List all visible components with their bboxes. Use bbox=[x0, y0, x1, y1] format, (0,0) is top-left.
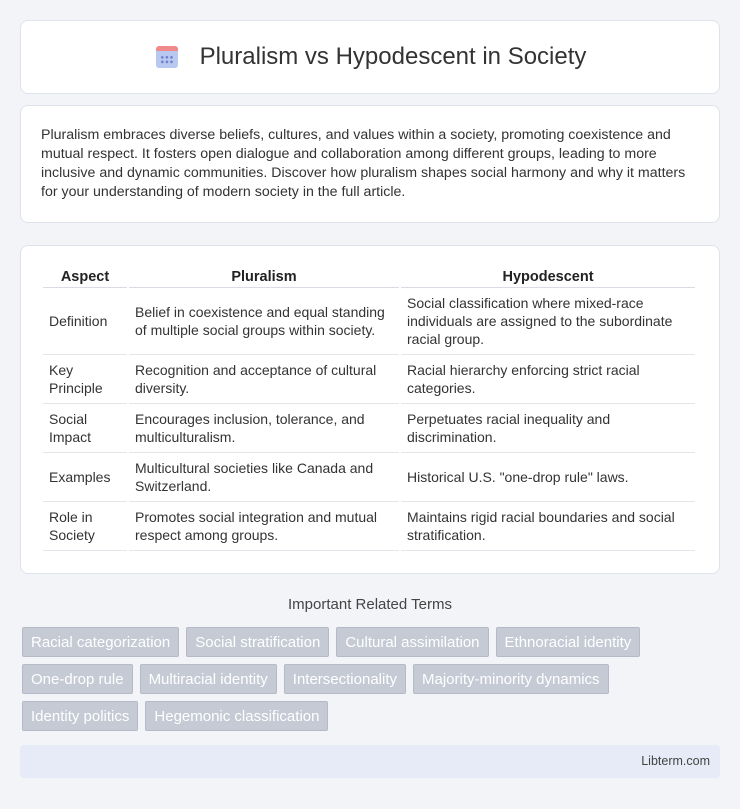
aspect-cell: Role in Society bbox=[43, 502, 127, 551]
title-wrap bbox=[154, 43, 587, 71]
related-term-tag[interactable]: Ethnoracial identity bbox=[496, 627, 641, 657]
related-term-tag[interactable]: One-drop rule bbox=[22, 664, 133, 694]
hypodescent-cell: Perpetuates racial inequality and discrimination. bbox=[401, 404, 695, 453]
related-terms-title: Important Related Terms bbox=[288, 596, 452, 613]
hypodescent-cell: Social classification where mixed-race individuals are assigned to the subordinate racial group. bbox=[401, 288, 695, 355]
page-title: Pluralism vs Hypodescent in Society bbox=[199, 43, 587, 70]
table-row bbox=[43, 355, 695, 404]
hypodescent-cell: Historical U.S. "one-drop rule" laws. bbox=[401, 453, 695, 502]
hypodescent-cell: Maintains rigid racial boundaries and social stratification. bbox=[401, 502, 695, 551]
pluralism-cell: Encourages inclusion, tolerance, and multiculturalism. bbox=[129, 404, 399, 453]
pluralism-cell: Multicultural societies like Canada and Switzerland. bbox=[129, 453, 399, 502]
calendar-icon bbox=[154, 44, 180, 70]
aspect-cell: Key Principle bbox=[43, 355, 127, 404]
header-card bbox=[20, 20, 720, 94]
table-row bbox=[43, 404, 695, 453]
intro-card bbox=[20, 105, 720, 223]
comparison-table bbox=[41, 264, 697, 551]
pluralism-cell: Belief in coexistence and equal standing of multiple social groups within society. bbox=[129, 288, 399, 355]
column-header-aspect: Aspect bbox=[43, 264, 127, 288]
comparison-table-card bbox=[20, 245, 720, 574]
related-terms-list bbox=[22, 627, 722, 731]
aspect-cell: Definition bbox=[43, 288, 127, 355]
footer bbox=[20, 745, 720, 778]
footer-site-link[interactable]: Libterm.com bbox=[641, 754, 710, 768]
related-term-tag[interactable]: Identity politics bbox=[22, 701, 138, 731]
column-header-hypodescent: Hypodescent bbox=[401, 264, 695, 288]
table-header-row bbox=[43, 264, 695, 288]
intro-text: Pluralism embraces diverse beliefs, cultures, and values within a society, promoting coexistence and mutual respect. It fosters open dialogue and collaboration among different groups, leading to more inclusive and dynamic communities. Discover how pluralism shapes social harmony and why it matters for your understanding of modern society in the full article. bbox=[41, 127, 686, 200]
aspect-cell: Examples bbox=[43, 453, 127, 502]
table-row bbox=[43, 502, 695, 551]
related-term-tag[interactable]: Multiracial identity bbox=[140, 664, 277, 694]
pluralism-cell: Promotes social integration and mutual respect among groups. bbox=[129, 502, 399, 551]
aspect-cell: Social Impact bbox=[43, 404, 127, 453]
column-header-pluralism: Pluralism bbox=[129, 264, 399, 288]
related-term-tag[interactable]: Majority-minority dynamics bbox=[413, 664, 609, 694]
pluralism-cell: Recognition and acceptance of cultural diversity. bbox=[129, 355, 399, 404]
hypodescent-cell: Racial hierarchy enforcing strict racial categories. bbox=[401, 355, 695, 404]
table-row bbox=[43, 453, 695, 502]
related-term-tag[interactable]: Racial categorization bbox=[22, 627, 179, 657]
related-term-tag[interactable]: Social stratification bbox=[186, 627, 329, 657]
related-term-tag[interactable]: Intersectionality bbox=[284, 664, 406, 694]
related-term-tag[interactable]: Hegemonic classification bbox=[145, 701, 328, 731]
table-row bbox=[43, 288, 695, 355]
related-term-tag[interactable]: Cultural assimilation bbox=[336, 627, 488, 657]
